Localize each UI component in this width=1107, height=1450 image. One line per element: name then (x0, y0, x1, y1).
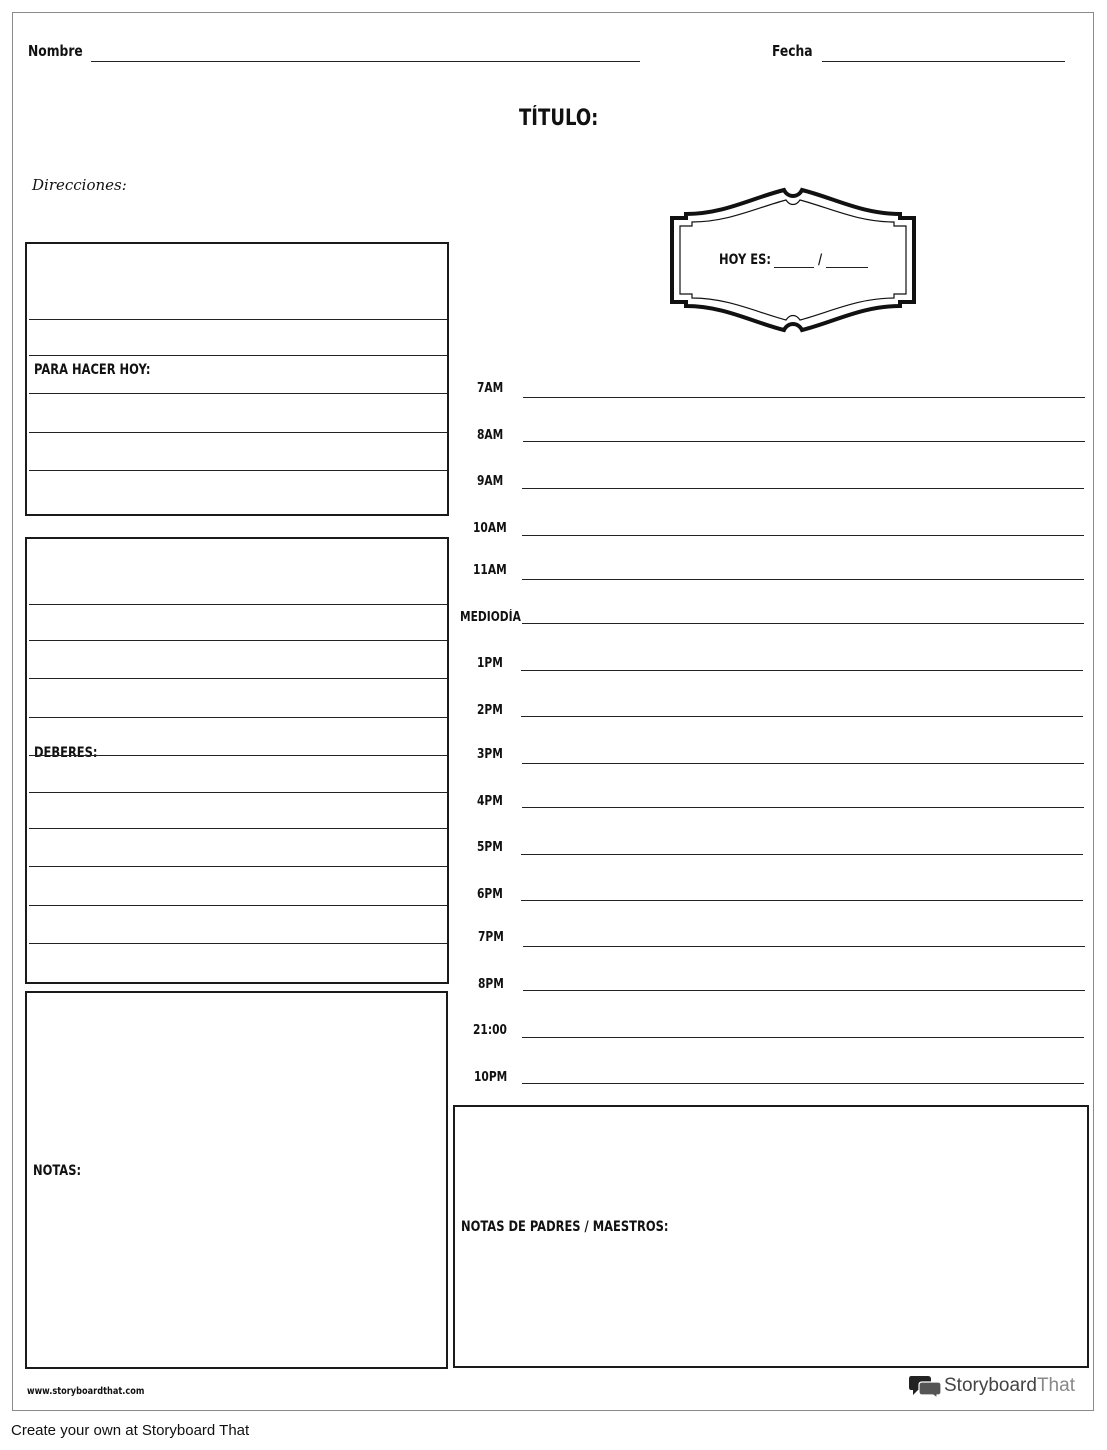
create-your-own-link[interactable]: Create your own at Storyboard That (11, 1422, 250, 1439)
time-line (522, 807, 1084, 808)
time-line (522, 535, 1084, 536)
time-label-7pm: 7PM (478, 930, 504, 945)
todo-line (29, 432, 447, 433)
time-line (522, 488, 1084, 489)
time-label-9am: 9AM (477, 474, 504, 489)
todo-box (25, 242, 449, 516)
time-label-1pm: 1PM (477, 656, 503, 671)
notes-label: NOTAS: (33, 1163, 82, 1179)
homework-line (29, 640, 447, 641)
time-label-7am: 7AM (477, 381, 504, 396)
time-label-4pm: 4PM (477, 794, 503, 809)
time-label-10am: 10AM (473, 521, 507, 536)
time-line (522, 623, 1084, 624)
homework-line (29, 905, 447, 906)
todo-line (29, 355, 447, 356)
time-line (522, 1083, 1084, 1084)
time-line (523, 441, 1085, 442)
time-label-8am: 8AM (477, 428, 504, 443)
today-blank-2 (826, 267, 868, 268)
todo-line (29, 319, 447, 320)
page-title: TÍTULO: (519, 106, 599, 131)
brand-name: Storyboard (944, 1375, 1037, 1396)
today-blank-1 (774, 267, 814, 268)
time-label-8pm: 8PM (478, 977, 504, 992)
homework-line (29, 678, 447, 679)
time-label-2100: 21:00 (473, 1023, 507, 1038)
speech-bubbles-icon (908, 1373, 942, 1399)
time-line (523, 946, 1085, 947)
time-line (522, 763, 1084, 764)
homework-line (29, 828, 447, 829)
todo-label: PARA HACER HOY: (34, 362, 151, 378)
time-line (521, 670, 1083, 671)
time-line (523, 990, 1085, 991)
date-label: Fecha (772, 42, 813, 60)
time-label-noon: MEDIODÍA (460, 610, 521, 625)
name-line (91, 61, 640, 62)
time-label-10pm: 10PM (474, 1070, 508, 1085)
homework-box (25, 537, 449, 984)
today-separator: / (818, 252, 823, 268)
time-label-6pm: 6PM (477, 887, 503, 902)
time-line (522, 579, 1084, 580)
time-label-5pm: 5PM (477, 840, 503, 855)
today-label: HOY ES: (719, 252, 771, 268)
parent-notes-box (453, 1105, 1089, 1368)
time-label-2pm: 2PM (477, 703, 503, 718)
homework-line (29, 792, 447, 793)
decorative-frame (668, 172, 918, 348)
homework-line (29, 943, 447, 944)
homework-line (29, 755, 447, 756)
storyboardthat-logo[interactable] (908, 1373, 1075, 1399)
time-label-3pm: 3PM (477, 747, 503, 762)
footer-url[interactable]: www.storyboardthat.com (27, 1386, 145, 1397)
homework-line (29, 717, 447, 718)
time-line (521, 716, 1083, 717)
todo-line (29, 393, 447, 394)
homework-line (29, 866, 447, 867)
notes-box (25, 991, 448, 1369)
time-line (522, 1037, 1084, 1038)
brand-accent: That (1036, 1375, 1075, 1396)
homework-line (29, 604, 447, 605)
name-label: Nombre (28, 42, 83, 60)
time-line (521, 854, 1083, 855)
parent-notes-label: NOTAS DE PADRES / MAESTROS: (461, 1219, 669, 1235)
time-line (523, 397, 1085, 398)
homework-label: DEBERES: (34, 745, 98, 761)
date-line (822, 61, 1065, 62)
directions-label: Direcciones: (32, 176, 127, 194)
todo-line (29, 470, 447, 471)
time-label-11am: 11AM (473, 563, 507, 578)
time-line (521, 900, 1083, 901)
